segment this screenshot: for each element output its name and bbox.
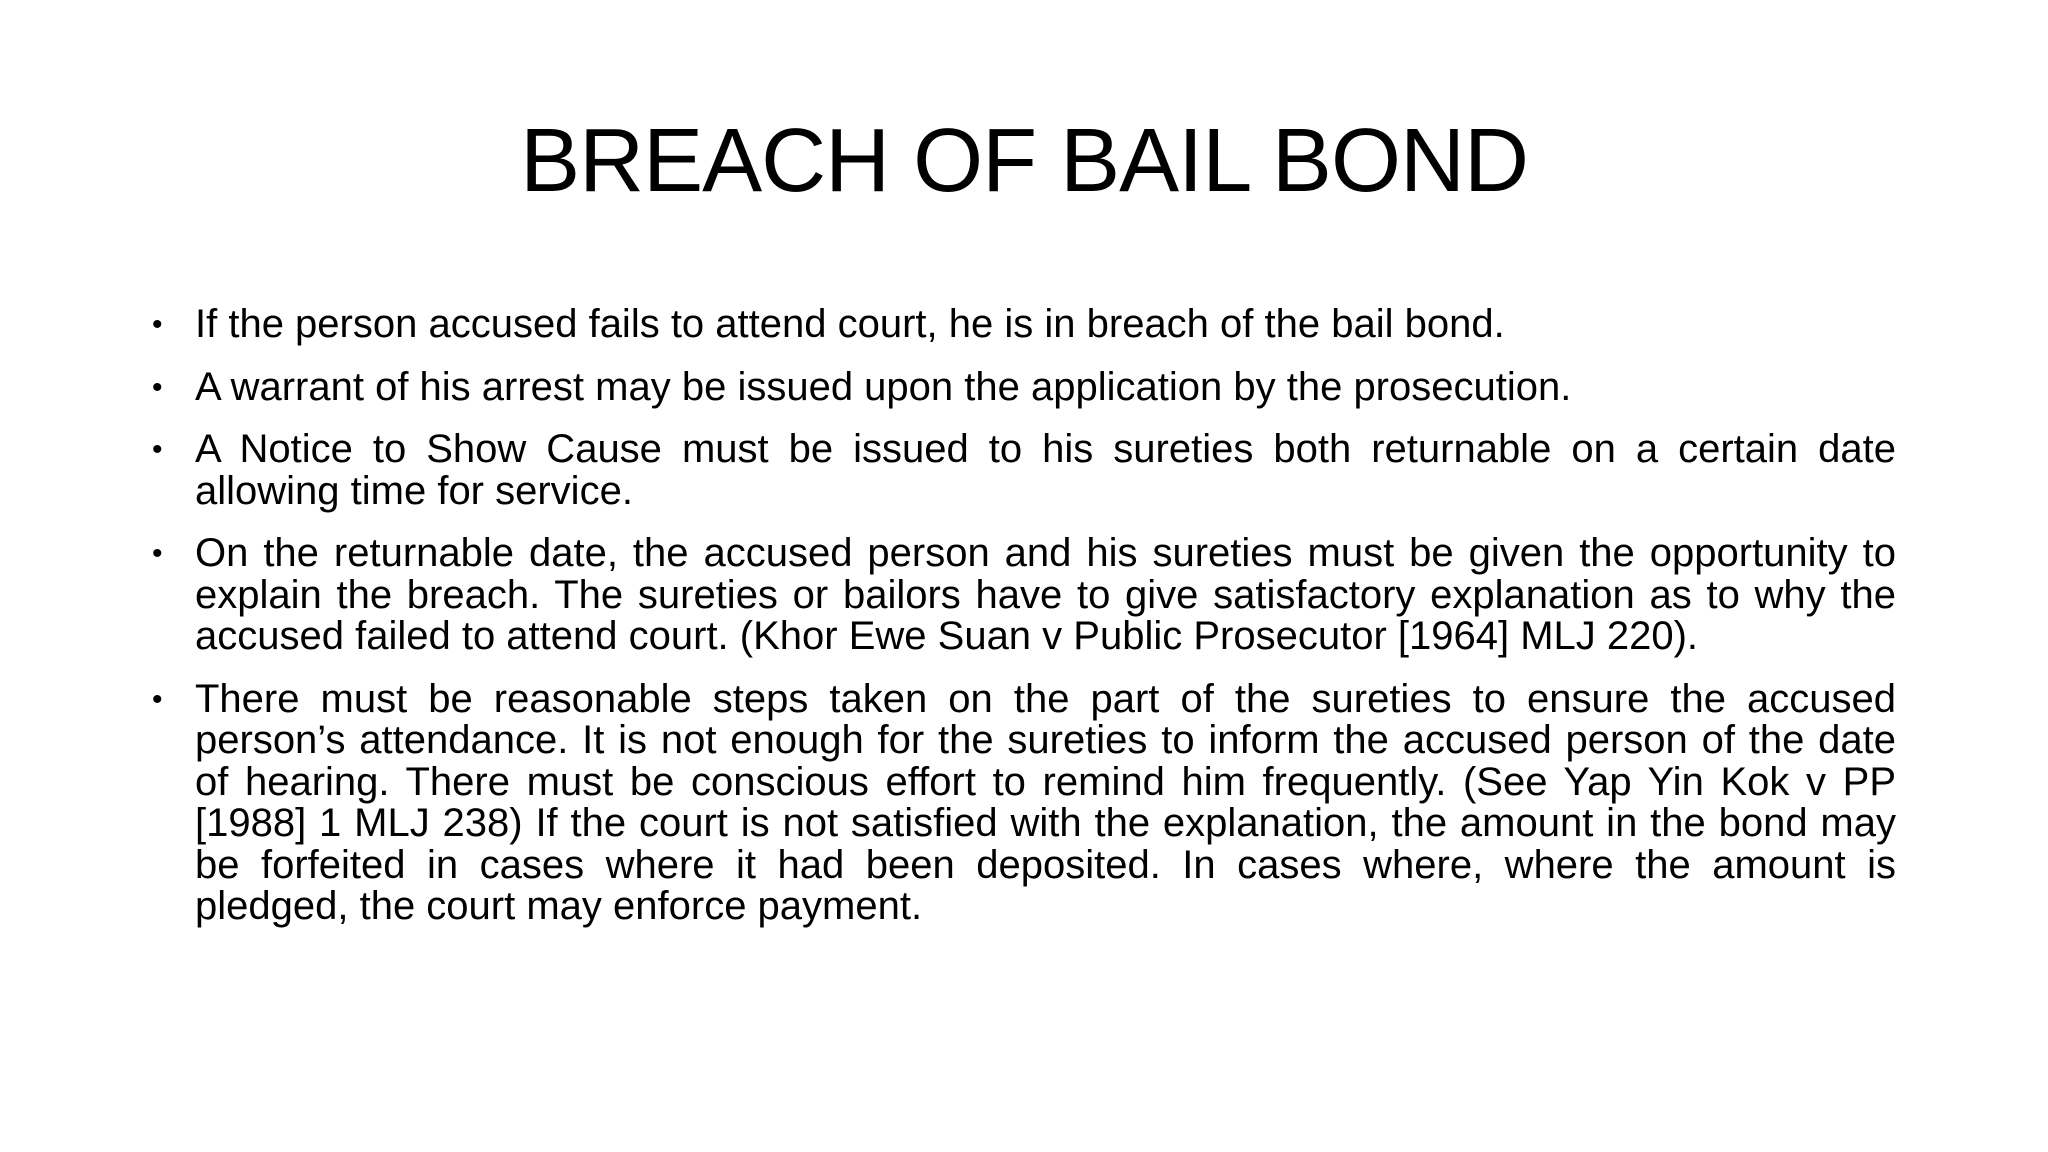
bullet-icon: • — [152, 433, 163, 466]
bullet-list — [152, 304, 1896, 949]
bullet-item-4 — [152, 533, 1896, 658]
bullet-item-1 — [152, 304, 1896, 346]
bullet-text: There must be reasonable steps taken on the part of the sureties to ensure the accused person’s attendance. It is not enough for the sureties to inform the accused person of the date of hearing. There must be conscious effort to remind him frequently. (See Yap Yin Kok v PP [1988] 1 MLJ 238) If the court is not satisfied with the explanation, the amount in the bond may be forfeited in cases where it had been deposited. In cases where, where the amount is pledged, the court may enforce payment. — [195, 676, 1896, 928]
bullet-icon: • — [152, 370, 163, 404]
bullet-icon: • — [152, 308, 163, 341]
bullet-icon: • — [152, 682, 163, 716]
bullet-text: A Notice to Show Cause must be issued to his sureties both returnable on a certain date allowing time for service. — [195, 427, 1896, 513]
bullet-icon: • — [152, 537, 163, 570]
bullet-text: A warrant of his arrest may be issued upon the application by the prosecution. — [195, 364, 1572, 409]
bullet-item-2 — [152, 364, 1896, 409]
slide-title: BREACH OF BAIL BOND — [520, 111, 1528, 211]
bullet-text: If the person accused fails to attend court, he is in breach of the bail bond. — [195, 302, 1505, 346]
bullet-item-5 — [152, 676, 1896, 928]
bullet-text: On the returnable date, the accused person and his sureties must be given the opportunity to explain the breach. The sureties or bailors have to give satisfactory explanation as to why the accused failed to attend court. (Khor Ewe Suan v Public Prosecutor [1964] MLJ 220). — [195, 531, 1896, 658]
bullet-item-3 — [152, 429, 1896, 512]
